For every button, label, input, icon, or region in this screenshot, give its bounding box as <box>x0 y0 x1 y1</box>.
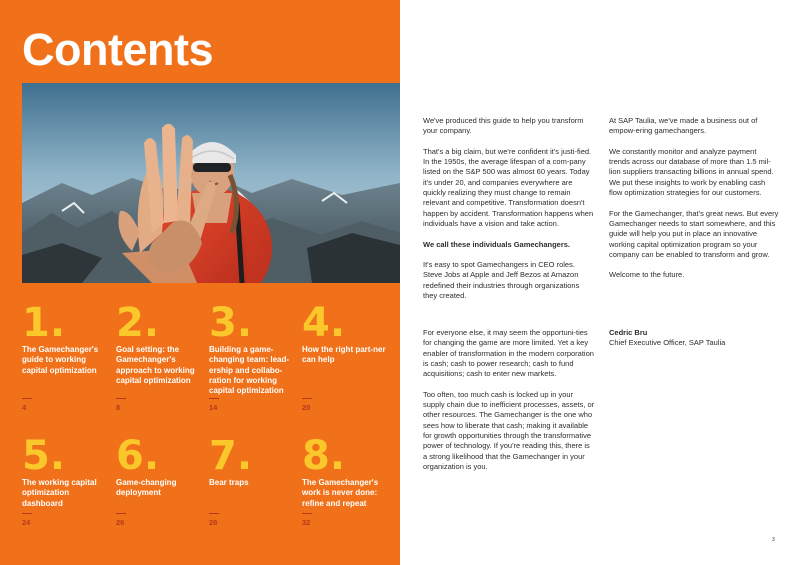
toc-number: 2. <box>116 300 160 346</box>
toc-label: The Gamechanger's guide to working capital optimization <box>22 345 99 375</box>
toc-number: 1. <box>22 300 66 346</box>
gamechangers-callout: We call these individuals Gamechangers. <box>423 239 571 249</box>
toc-page-number: 14 <box>209 403 218 412</box>
toc-number: 4. <box>302 300 346 346</box>
toc-number: 8. <box>302 433 346 479</box>
toc-item-4[interactable] <box>302 300 392 366</box>
paragraph: Welcome to the future. <box>609 270 685 280</box>
toc-divider <box>209 513 219 514</box>
toc-page-number: 20 <box>302 403 311 412</box>
toc-page-number: 26 <box>116 518 125 527</box>
toc-divider <box>22 398 32 399</box>
toc-label: Building a game-changing team: lead-ership and collabo-ration for working capital optimization <box>209 345 290 396</box>
page-title: Contents <box>22 24 213 75</box>
toc-page-number: 28 <box>209 518 218 527</box>
toc-divider <box>22 513 32 514</box>
toc-page-number: 4 <box>22 403 27 412</box>
signatory-name: Cedric Bru <box>609 328 648 337</box>
toc-label: The Gamechanger's work is never done: refine and repeat <box>302 478 379 508</box>
toc-page-number: 24 <box>22 518 31 527</box>
toc-page-number: 32 <box>302 518 311 527</box>
toc-item-6[interactable] <box>116 433 206 499</box>
paragraph: It's easy to spot Gamechangers in CEO roles. Steve Jobs at Apple and Jeff Bezos at Amazon redefined their industries through organizations they created. <box>423 260 580 301</box>
toc-number: 7. <box>209 433 253 479</box>
paragraph: Too often, too much cash is locked up in your supply chain due to inefficient processes, assets, or other resources. The Gamechanger is the one who sees how to liberate that cash; making it available for growth opportunities through the transformative power of technology. If you're reading this, there is a strong likelihood that the Gamechanger in your organization is you. <box>423 389 595 471</box>
toc-item-7[interactable] <box>209 433 299 488</box>
toc-label: Bear traps <box>209 478 249 487</box>
intro-column-top <box>423 116 595 312</box>
toc-divider <box>302 513 312 514</box>
toc-divider <box>302 398 312 399</box>
toc-number: 6. <box>116 433 160 479</box>
toc-divider <box>209 398 219 399</box>
intro-column-right <box>609 116 779 291</box>
toc-label: Goal setting: the Gamechanger's approach to working capital optimization <box>116 345 195 385</box>
paragraph: For the Gamechanger, that's great news. But every Gamechanger needs to start somewhere, and this guide will help you put in place an innovative working capital optimization program so your company can be enabled to transform and grow. <box>609 208 779 259</box>
paragraph: That's a big claim, but we're confident it's justi-fied. In the 1950s, the average lifespan of a com-pany listed on the S&P 500 was almost 60 years. Today it's under 20, and companies everywhere are quickly realizing they must change to remain relevant and competitive. Transformation doesn't happen by accident. Transformation happens when individuals have a vision and take action. <box>423 146 594 228</box>
toc-label: The working capital optimization dashboard <box>22 478 97 508</box>
intro-column-bottom <box>423 328 595 482</box>
toc-page-number: 8 <box>116 403 121 412</box>
paragraph: We constantly monitor and analyze payment trends across our database of more than 1.5 mil-lion suppliers transacting billions in annual spend. We put these insights to work by enabling cash flow optimization strategies for our customers. <box>609 146 774 198</box>
signatory-title: Chief Executive Officer, SAP Taulia <box>609 338 726 348</box>
toc-item-2[interactable] <box>116 300 206 386</box>
toc-divider <box>116 398 126 399</box>
toc-item-1[interactable] <box>22 300 112 376</box>
toc-label: Game-changing deployment <box>116 478 177 498</box>
paragraph: For everyone else, it may seem the opportuni-ties for changing the game are more limited. Yet a key enabler of transformation in the modern corporation is cash; cash to power research; cash to fund acquisitions; cash to enter new markets. <box>423 328 594 379</box>
toc-number: 5. <box>22 433 66 479</box>
toc-item-3[interactable] <box>209 300 299 396</box>
page-number: 3 <box>772 537 775 543</box>
toc-divider <box>116 513 126 514</box>
signature-block <box>609 328 781 349</box>
paragraph: We've produced this guide to help you transform your company. <box>423 116 584 136</box>
toc-number: 3. <box>209 300 253 346</box>
toc-item-8[interactable] <box>302 433 392 509</box>
paragraph: At SAP Taulia, we've made a business out of empow-ering gamechangers. <box>609 116 758 136</box>
toc-label: How the right part-ner can help <box>302 345 386 365</box>
hero-photo <box>22 83 400 283</box>
toc-item-5[interactable] <box>22 433 112 509</box>
